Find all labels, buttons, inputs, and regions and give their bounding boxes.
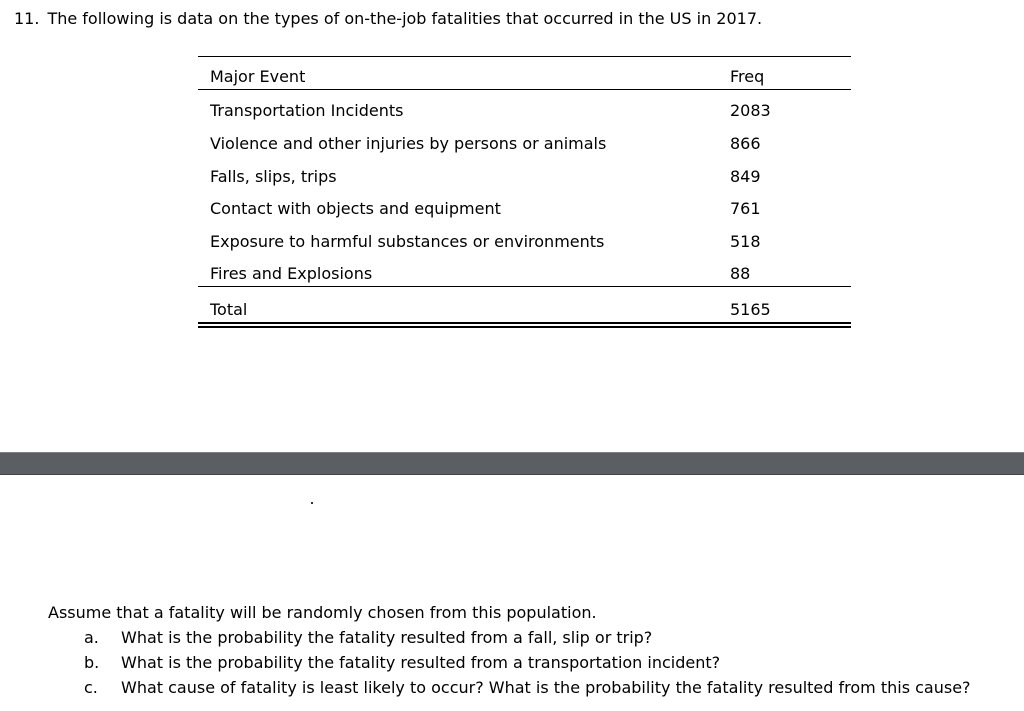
table-row-freq: 866 bbox=[730, 134, 761, 153]
table-row-event: Contact with objects and equipment bbox=[210, 199, 501, 218]
table-row-freq: 849 bbox=[730, 167, 761, 186]
list-item bbox=[48, 625, 653, 650]
table-header-rule bbox=[198, 89, 851, 90]
total-value: 5165 bbox=[730, 300, 771, 319]
table-row-freq: 2083 bbox=[730, 101, 771, 120]
question-heading bbox=[14, 9, 762, 28]
table-row-event: Transportation Incidents bbox=[210, 101, 404, 120]
table-bottom-rule bbox=[198, 322, 851, 324]
table-row-event: Fires and Explosions bbox=[210, 264, 373, 283]
item-letter: c. bbox=[84, 678, 98, 697]
list-item bbox=[48, 675, 971, 700]
table-row-event: Falls, slips, trips bbox=[210, 167, 337, 186]
item-text: What is the probability the fatality resulted from a fall, slip or trip? bbox=[121, 628, 653, 647]
header-freq: Freq bbox=[730, 67, 765, 86]
table-row-freq: 761 bbox=[730, 199, 761, 218]
item-text: What cause of fatality is least likely to occur? What is the probability the fatality resulted from this cause? bbox=[121, 678, 971, 697]
prompt-intro: Assume that a fatality will be randomly chosen from this population. bbox=[48, 603, 597, 622]
question-text: The following is data on the types of on-the-job fatalities that occurred in the US in 2017. bbox=[47, 9, 763, 28]
table-row-freq: 518 bbox=[730, 232, 761, 251]
table-bottom-rule-double bbox=[198, 326, 851, 328]
item-text: What is the probability the fatality resulted from a transportation incident? bbox=[121, 653, 721, 672]
page-divider-bar bbox=[0, 452, 1024, 475]
table-top-rule bbox=[198, 56, 851, 57]
header-major-event: Major Event bbox=[210, 67, 306, 86]
table-row-event: Exposure to harmful substances or environments bbox=[210, 232, 605, 251]
table-row-event: Violence and other injuries by persons or animals bbox=[210, 134, 607, 153]
table-total-rule bbox=[198, 286, 851, 287]
item-letter: b. bbox=[84, 653, 100, 672]
item-letter: a. bbox=[84, 628, 99, 647]
stray-dot bbox=[311, 502, 313, 504]
list-item bbox=[48, 650, 721, 675]
fatalities-table bbox=[198, 56, 851, 328]
question-number: 11. bbox=[14, 9, 40, 28]
total-label: Total bbox=[210, 300, 248, 319]
question-prompts bbox=[48, 600, 971, 700]
table-row-freq: 88 bbox=[730, 264, 751, 283]
